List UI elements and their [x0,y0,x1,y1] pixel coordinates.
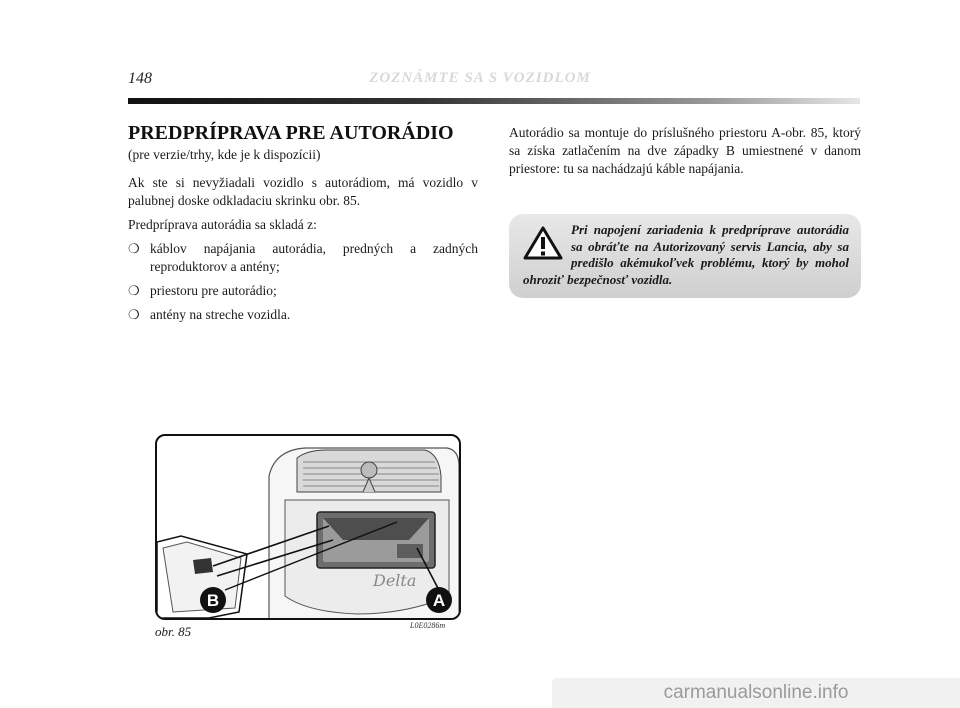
bullet-circle-icon: ❍ [128,241,140,256]
header-rule [128,98,860,104]
list-item-text: antény na streche vozidla. [150,307,291,322]
label-a: A [432,591,446,610]
section-title: PREDPRÍPRAVA PRE AUTORÁDIO [128,122,454,144]
list-item-text: priestoru pre autorádio; [150,283,277,298]
figure-caption: obr. 85 [155,624,192,639]
radio-compartment-illustration [157,436,459,618]
list-item-text: káblov napájania autorádia, predných a zadných reproduktorov a antény; [150,241,478,274]
list-item [128,282,478,300]
component-list [128,240,478,324]
bullet-circle-icon: ❍ [128,283,140,298]
figure-radio-compartment [155,434,461,620]
figure-code: L0E0286m [410,621,446,630]
paragraph-installation: Autorádio sa montuje do príslušného priestoru A-obr. 85, ktorý sa získa zatlačením na dve západky B umiestnené v danom priestore: tu sa nachádzajú káble napájania. [509,125,861,176]
right-column [509,124,861,184]
left-column [128,120,478,330]
brand-script: Delta [373,571,417,590]
list-item [128,306,478,324]
warning-text-container [523,222,849,288]
warning-text: Pri napojení zariadenia k predpríprave autorádia sa obráťte na Autorizovaný servis Lancia, aby sa predišlo akémukoľvek problému, ktorý by mohol ohroziť bezpečnosť vozidla. [523,222,849,287]
watermark: carmanualsonline.info [552,678,960,708]
paragraph-intro: Ak ste si nevyžiadali vozidlo s autorádiom, má vozidlo v palubnej doske odkladaciu skrinku obr. 85. [128,175,478,208]
section-subtitle: (pre verzie/trhy, kde je k dispozícii) [128,147,321,162]
list-item [128,240,478,276]
paragraph-components: Predpríprava autorádia sa skladá z: [128,217,317,232]
running-title: ZOZNÁMTE SA S VOZIDLOM [369,70,591,86]
bullet-circle-icon: ❍ [128,307,140,322]
warning-box [509,214,861,298]
label-b: B [206,591,220,610]
page-number: 148 [128,70,152,87]
